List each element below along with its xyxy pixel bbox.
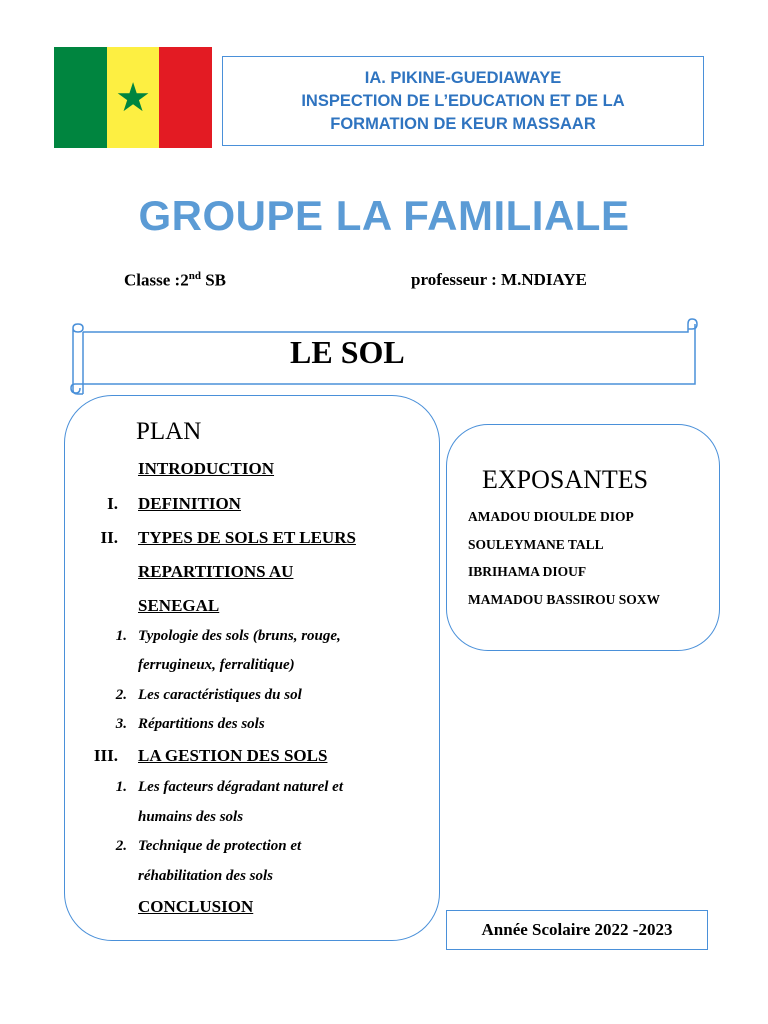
class-sup: nd — [188, 270, 201, 282]
plan-introduction: INTRODUCTION — [138, 459, 275, 478]
subsection-2-1-number: 1. — [115, 628, 127, 644]
section-2-number: II. — [100, 528, 118, 547]
section-3-title: LA GESTION DES SOLS — [138, 746, 328, 765]
subsection-2-3-number: 3. — [115, 716, 127, 732]
section-1-title: DEFINITION — [138, 494, 241, 513]
plan-conclusion: CONCLUSION — [138, 897, 254, 916]
flag-yellow-band — [107, 47, 160, 148]
section-1-number: I. — [107, 494, 118, 513]
institution-line-2: INSPECTION DE L’EDUCATION ET DE LA — [301, 91, 625, 110]
school-year-box — [446, 910, 708, 950]
subsection-3-2-line-2: réhabilitation des sols — [138, 868, 274, 884]
subsection-2-1-line-2: ferrugineux, ferralitique) — [138, 657, 295, 673]
subsection-2-2-number: 2. — [115, 687, 127, 703]
school-year: Année Scolaire 2022 -2023 — [481, 920, 673, 939]
presenter-name: MAMADOU BASSIROU SOXW — [468, 592, 661, 607]
presenter-name: IBRIHAMA DIOUF — [468, 564, 587, 579]
senegal-flag — [54, 47, 212, 148]
class-suffix: SB — [200, 270, 226, 290]
section-2-title-line-3: SENEGAL — [138, 596, 220, 615]
subsection-3-1-number: 1. — [115, 779, 127, 795]
class-info — [124, 270, 226, 291]
presenter-name: AMADOU DIOULDE DIOP — [468, 509, 634, 524]
plan-title: PLAN — [136, 418, 202, 445]
class-label: Classe :2 — [124, 270, 189, 290]
subsection-3-2-number: 2. — [115, 838, 127, 854]
subsection-2-1-line-1: Typologie des sols (bruns, rouge, — [138, 628, 341, 644]
group-title: GROUPE LA FAMILIALE — [138, 192, 630, 239]
section-2-title-line-1: TYPES DE SOLS ET LEURS — [138, 528, 356, 547]
subsection-2-2-line-1: Les caractéristiques du sol — [138, 687, 302, 703]
flag-red-band — [159, 47, 212, 148]
subject-title: LE SOL — [290, 334, 405, 370]
institution-box — [222, 56, 704, 146]
section-3-number: III. — [93, 746, 118, 765]
teacher-info: professeur : M.NDIAYE — [411, 270, 587, 289]
institution-line-3: FORMATION DE KEUR MASSAAR — [330, 114, 596, 133]
subsection-3-2-line-1: Technique de protection et — [138, 838, 302, 854]
presenter-name: SOULEYMANE TALL — [468, 537, 604, 552]
section-2-title-line-2: REPARTITIONS AU — [138, 562, 294, 581]
subsection-3-1-line-1: Les facteurs dégradant naturel et — [138, 779, 343, 795]
institution-line-1: IA. PIKINE-GUEDIAWAYE — [364, 68, 562, 87]
subsection-2-3-line-1: Répartitions des sols — [138, 716, 265, 732]
presenters-title: EXPOSANTES — [482, 465, 649, 494]
flag-green-band — [54, 47, 107, 148]
star-icon: ★ — [115, 74, 151, 121]
subsection-3-1-line-2: humains des sols — [138, 809, 244, 825]
